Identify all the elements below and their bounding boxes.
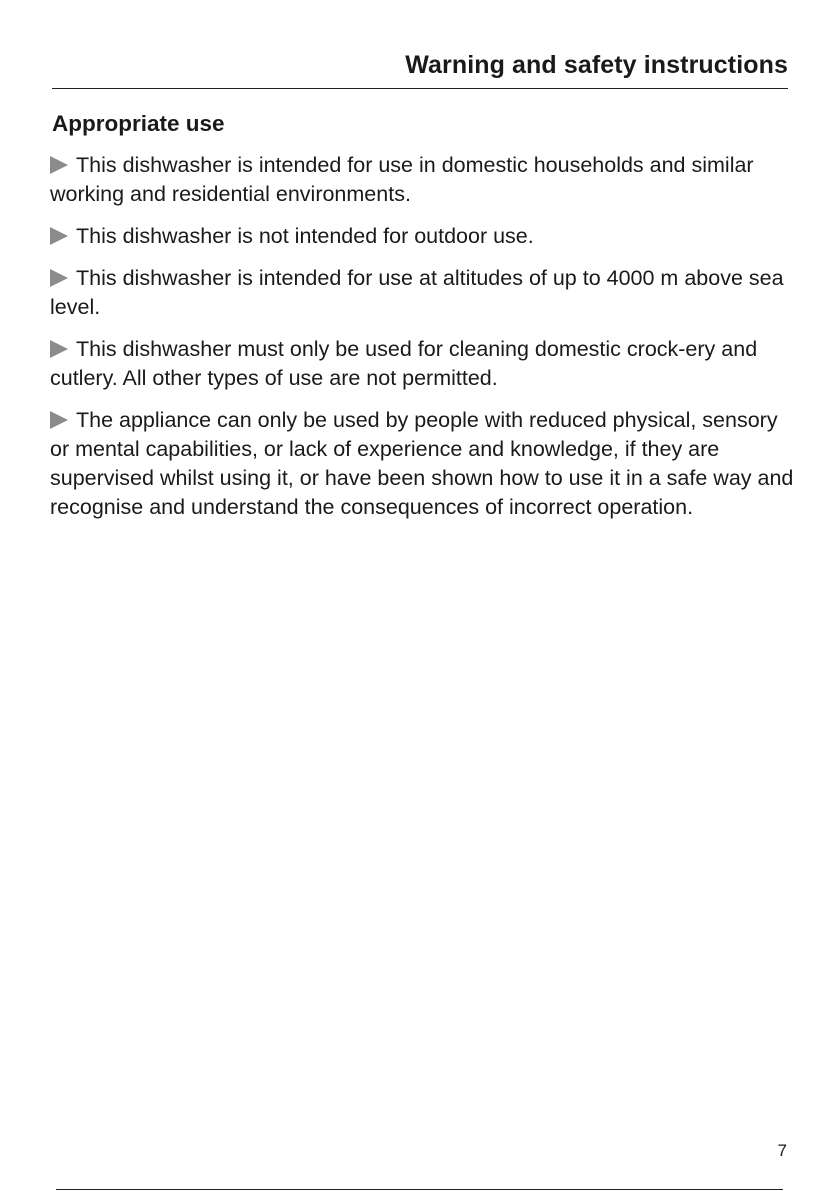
page-title: Warning and safety instructions [405,51,788,79]
list-item [50,222,795,251]
list-item-text: This dishwasher is not intended for outdoor use. [76,224,534,248]
page-header [52,48,788,89]
main-content [50,108,795,535]
list-item [50,335,795,393]
arrow-bullet-icon [50,156,68,174]
list-item [50,406,795,522]
list-item-text: This dishwasher is intended for use at altitudes of up to 4000 m above sea level. [50,266,784,319]
list-item [50,264,795,322]
arrow-bullet-icon [50,340,68,358]
footer-divider [56,1189,783,1190]
page-number: 7 [777,1141,787,1160]
arrow-bullet-icon [50,269,68,287]
list-item-text: This dishwasher must only be used for cleaning domestic crock-ery and cutlery. All other types of use are not permitted. [50,337,758,390]
arrow-bullet-icon [50,411,68,429]
list-item [50,151,795,209]
section-title: Appropriate use [52,111,225,136]
list-item-text: This dishwasher is intended for use in domestic households and similar working and residential environments. [50,153,754,206]
list-item-text: The appliance can only be used by people with reduced physical, sensory or mental capabilities, or lack of experience and knowledge, if they are supervised whilst using it, or have been shown how to use it in a safe way and recognise and understand the consequences of incorrect operation. [50,408,794,519]
arrow-bullet-icon [50,227,68,245]
